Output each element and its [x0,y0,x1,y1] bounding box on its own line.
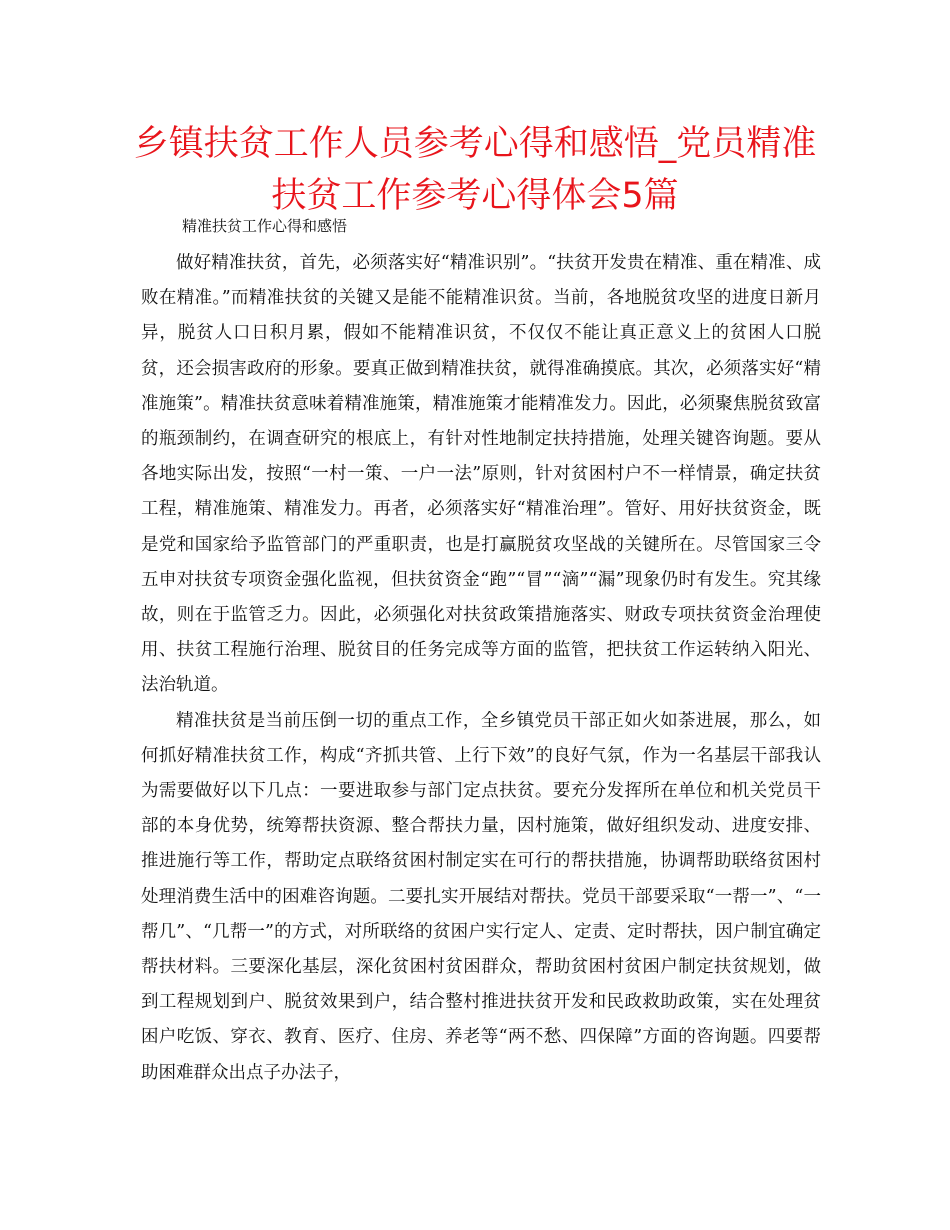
document-body [141,246,821,1091]
document-title: 乡镇扶贫工作人员参考心得和感悟_党员精准扶贫工作参考心得体会5篇 [133,124,817,216]
body-paragraph: 精准扶贫是当前压倒一切的重点工作，全乡镇党员干部正如火如荼进展，那么，如何抓好精准扶贫工作，构成“齐抓共管、上行下效”的良好气氛，作为一名基层干部我认为需要做好以下几点：一要进取参与部门定点扶贫。要充分发挥所在单位和机关党员干部的本身优势，统筹帮扶资源、整合帮扶力量，因村施策，做好组织发动、进度安排、推进施行等工作，帮助定点联络贫困村制定实在可行的帮扶措施，协调帮助联络贫困村处理消费生活中的困难咨询题。二要扎实开展结对帮扶。党员干部要采取“一帮一”、“一帮几”、“几帮一”的方式，对所联络的贫困户实行定人、定责、定时帮扶，因户制宜确定帮扶材料。三要深化基层，深化贫困村贫困群众，帮助贫困村贫困户制定扶贫规划，做到工程规划到户、脱贫效果到户，结合整村推进扶贫开发和民政救助政策，实在处理贫困户吃饭、穿衣、教育、医疗、住房、养老等“两不愁、四保障”方面的咨询题。四要帮助困难群众出点子办法子， [141,710,821,1083]
document-subtitle: 精准扶贫工作心得和感悟 [182,217,348,235]
body-paragraph: 做好精准扶贫，首先，必须落实好“精准识别”。“扶贫开发贵在精准、重在精准、成败在精准。”而精准扶贫的关键又是能不能精准识贫。当前，各地脱贫攻坚的进度日新月异，脱贫人口日积月累，假如不能精准识贫，不仅仅不能让真正意义上的贫困人口脱贫，还会损害政府的形象。要真正做到精准扶贫，就得准确摸底。其次，必须落实好“精准施策”。精准扶贫意味着精准施策，精准施策才能精准发力。因此，必须聚焦脱贫致富的瓶颈制约，在调查研究的根底上，有针对性地制定扶持措施，处理关键咨询题。要从各地实际出发，按照“一村一策、一户一法”原则，针对贫困村户不一样情景，确定扶贫工程，精准施策、精准发力。再者，必须落实好“精准治理”。管好、用好扶贫资金，既是党和国家给予监管部门的严重职责，也是打赢脱贫攻坚战的关键所在。尽管国家三令五申对扶贫专项资金强化监视，但扶贫资金“跑”“冒”“滴”“漏”现象仍时有发生。究其缘故，则在于监管乏力。因此，必须强化对扶贫政策措施落实、财政专项扶贫资金治理使用、扶贫工程施行治理、脱贫目的任务完成等方面的监管，把扶贫工作运转纳入阳光、法治轨道。 [141,253,821,696]
